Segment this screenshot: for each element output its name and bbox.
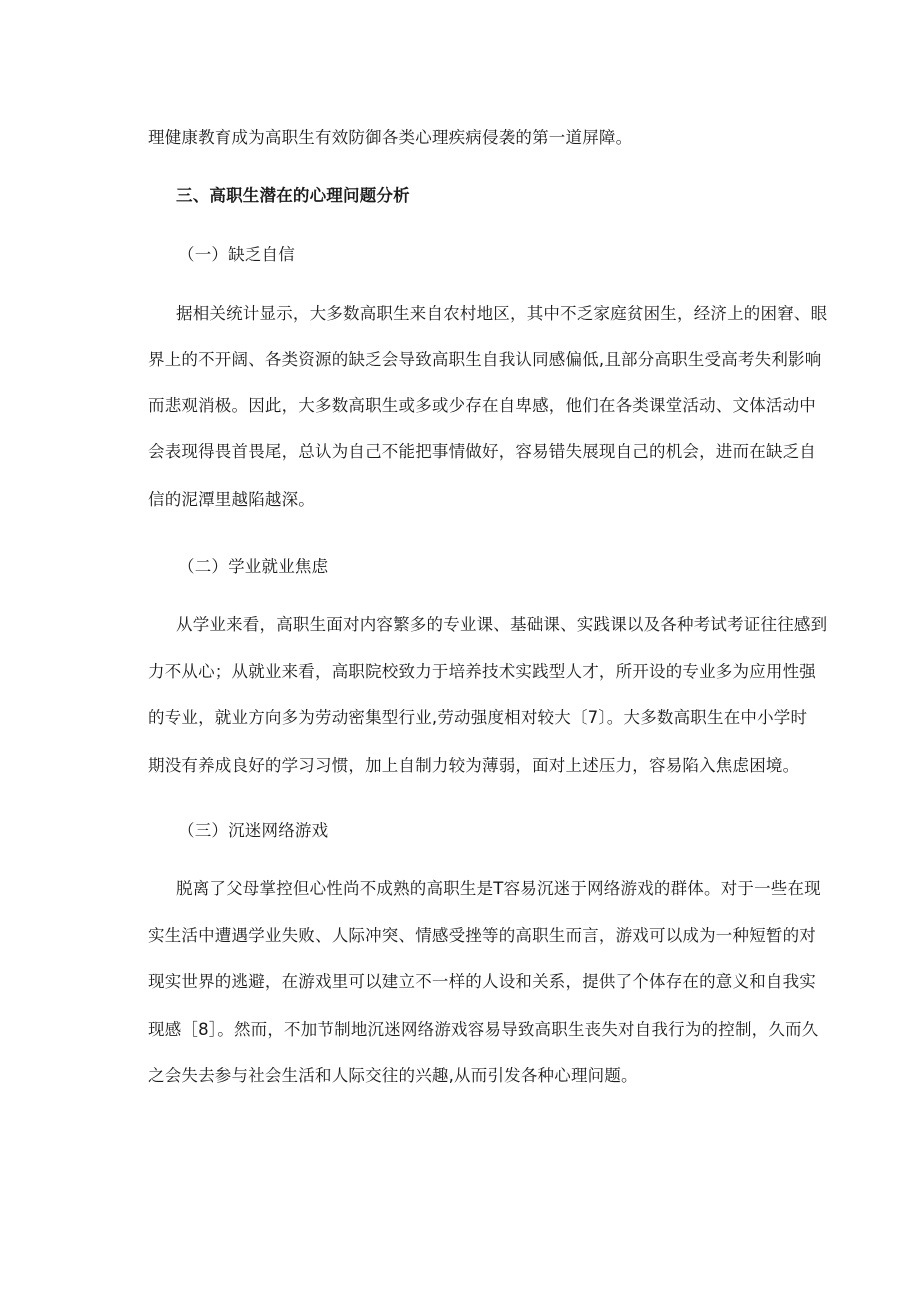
paragraph-1-line-3: 而悲观消极。因此，大多数高职生或多或少存在自卑感，他们在各类课堂活动、文体活动中: [148, 396, 816, 415]
paragraph-2-line-4: 期没有养成良好的学习习惯，加上自制力较为薄弱，面对上述压力，容易陷入焦虑困境。: [148, 756, 800, 775]
paragraph-2-line-1: 从学业来看，高职生面对内容繁多的专业课、基础课、实践课以及各种考试考证往往感到: [176, 615, 828, 634]
subsection-title-2: （二）学业就业焦虑: [178, 557, 329, 576]
paragraph-3-line-5: 之会失去参与社会生活和人际交往的兴趣,从而引发各种心理问题。: [148, 1066, 638, 1085]
intro-tail-line: 理健康教育成为高职生有效防御各类心理疾病侵袭的第一道屏障。: [148, 128, 633, 147]
paragraph-3-line-3: 现实世界的逃避，在游戏里可以建立不一样的人设和关系，提供了个体存在的意义和自我实: [148, 972, 816, 991]
paragraph-3-line-2: 实生活中遭遇学业失败、人际冲突、情感受挫等的高职生而言，游戏可以成为一种短暂的对: [148, 926, 816, 945]
subsection-title-3: （三）沉迷网络游戏: [178, 821, 329, 840]
subsection-title-1: （一）缺乏自信: [178, 245, 295, 264]
paragraph-2-line-2: 力不从心；从就业来看，高职院校致力于培养技术实践型人才，所开设的专业多为应用性强: [148, 662, 816, 681]
paragraph-1-line-2: 界上的不开阔、各类资源的缺乏会导致高职生自我认同感偏低,且部分高职生受高考失利影响: [148, 350, 822, 369]
paragraph-1-line-5: 信的泥潭里越陷越深。: [148, 490, 315, 509]
paragraph-1-line-4: 会表现得畏首畏尾，总认为自己不能把事情做好，容易错失展现自己的机会，进而在缺乏自: [148, 442, 816, 461]
paragraph-3-line-4: 现感［8］。然而，不加节制地沉迷网络游戏容易导致高职生丧失对自我行为的控制，久而久: [148, 1020, 819, 1039]
paragraph-2-line-3: 的专业，就业方向多为劳动密集型行业,劳动强度相对较大〔7〕。大多数高职生在中小学时: [148, 708, 808, 727]
paragraph-3-line-1: 脱离了父母掌控但心性尚不成熟的高职生是T容易沉迷于网络游戏的群体。对于一些在现: [176, 879, 821, 898]
section-title: 三、高职生潜在的心理问题分析: [176, 186, 410, 205]
paragraph-1-line-1: 据相关统计显示，大多数高职生来自农村地区，其中不乏家庭贫困生，经济上的困窘、眼: [176, 304, 828, 323]
